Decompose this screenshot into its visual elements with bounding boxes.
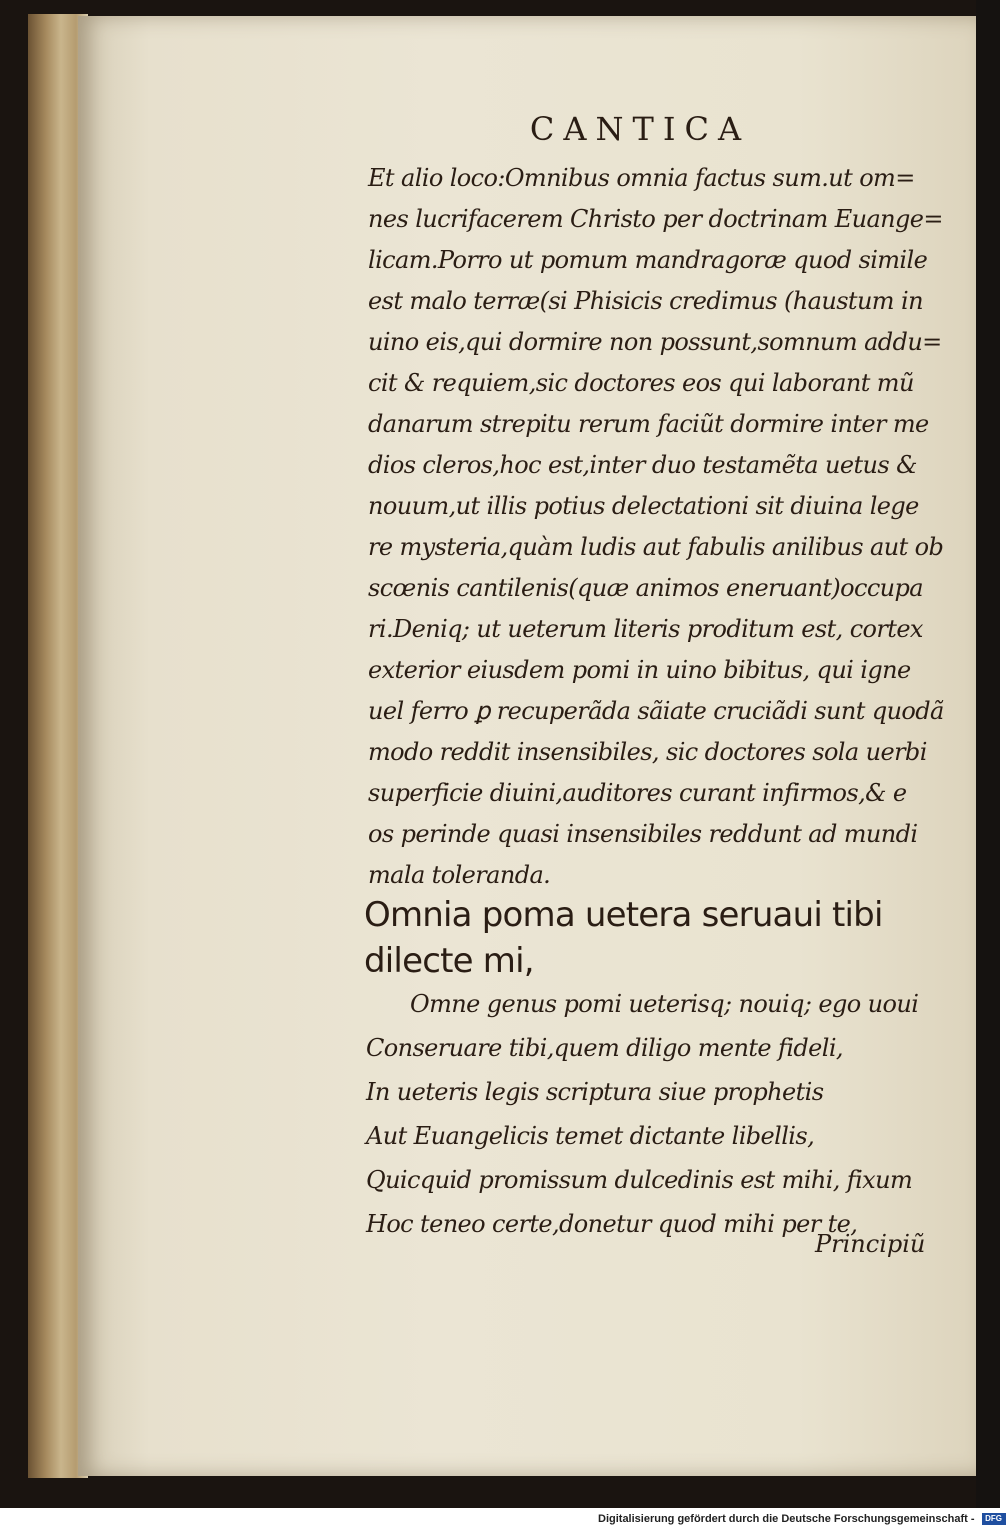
text-line: modo reddit insensibiles, sic doctores sola uerbi: [368, 738, 927, 766]
body-text: [368, 158, 948, 896]
text-line: Et alio loco:Omnibus omnia factus sum.ut om=: [368, 164, 915, 192]
footer-credit-text: Digitalisierung gefördert durch die Deutsche Forschungsgemeinschaft: [598, 1513, 968, 1525]
verse-text: [366, 982, 966, 1246]
text-line: uel ferro ꝑ recuperãda sãiate cruciãdi sunt quodã: [368, 697, 944, 725]
text-line: uino eis,qui dormire non possunt,somnum addu=: [368, 328, 942, 356]
footer-credit: Digitalisierung gefördert durch die Deutsche Forschungsgemeinschaft - DFG: [598, 1510, 1006, 1528]
text-line: danarum strepitu rerum faciũt dormire inter me: [368, 410, 929, 438]
text-line: est malo terrӕ(si Phisicis credimus (haustum in: [368, 287, 923, 315]
text-line: licam.Porro ut pomum mandragorӕ quod simile: [368, 246, 928, 274]
text-line: dios cleros,hoc est,inter duo testamẽta uetus &: [368, 451, 917, 479]
verse-line: Conseruare tibi,quem diligo mente fideli,: [366, 1034, 843, 1062]
verse-line: Aut Euangelicis temet dictante libellis,: [366, 1122, 815, 1150]
text-line: scœnis cantilenis(quӕ animos eneruant)occupa: [368, 574, 924, 602]
verse-title: [364, 892, 964, 984]
catchword: Principiũ: [815, 1230, 926, 1258]
text-line: cit & requiem,sic doctores eos qui laborant mũ: [368, 369, 914, 397]
text-line: nouum,ut illis potius delectationi sit diuina lege: [368, 492, 919, 520]
verse-title-line: Omnia poma uetera seruaui tibi: [364, 895, 883, 935]
verse-line: Quicquid promissum dulcedinis est mihi, fixum: [366, 1166, 913, 1194]
dfg-logo-icon: DFG: [982, 1513, 1006, 1525]
text-line: re mysteria,quàm ludis aut fabulis anilibus aut ob: [368, 533, 944, 561]
verse-line: In ueteris legis scriptura siue prophetis: [366, 1078, 824, 1106]
running-heading: CANTICA: [529, 110, 751, 148]
text-line: nes lucrifacerem Christo per doctrinam Euange=: [368, 205, 943, 233]
text-line: os perinde quasi insensibiles reddunt ad mundi: [368, 820, 918, 848]
verse-title-line: dilecte mi,: [364, 941, 534, 981]
text-line: ri.Deniq; ut ueterum literis proditum est, cortex: [368, 615, 923, 643]
text-line: superficie diuini,auditores curant infirmos,& e: [368, 779, 907, 807]
text-line: mala toleranda.: [368, 861, 551, 889]
text-line: exterior eiusdem pomi in uino bibitus, qui igne: [368, 656, 911, 684]
verse-line: Omne genus pomi ueterisq; nouiq; ego uoui: [410, 990, 919, 1018]
verse-line: Hoc teneo certe,donetur quod mihi per te,: [366, 1210, 858, 1238]
scan-border: [976, 0, 1000, 1508]
